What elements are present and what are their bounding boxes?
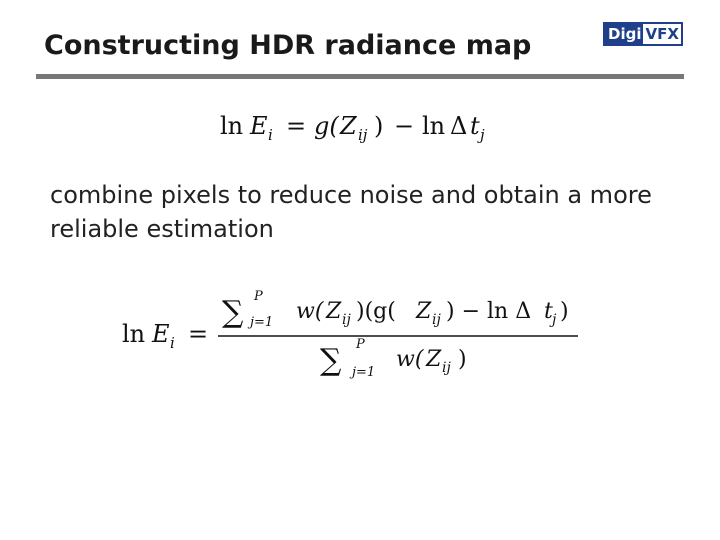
- eq1-E-sub: i: [268, 126, 273, 144]
- eq2-den-sum: ∑: [320, 343, 342, 378]
- eq1-equals: =: [286, 112, 307, 140]
- eq1-g: g(: [314, 112, 339, 140]
- eq2-den-Z-sub: ij: [442, 360, 451, 376]
- eq2-den-sum-top: P: [356, 337, 365, 352]
- equation-2: [120, 286, 590, 386]
- eq2-den-w: w(: [396, 347, 424, 372]
- eq2-num-sum: ∑: [222, 295, 244, 330]
- logo-part-vfx: VFX: [645, 25, 679, 43]
- eq1-t-sub: j: [480, 126, 485, 144]
- eq1-ln: ln: [220, 112, 244, 140]
- eq2-num-sum-bottom: j=1: [250, 315, 274, 330]
- eq2-den-Z: Z: [426, 347, 442, 372]
- eq2-num-mid: )(g(: [356, 299, 396, 324]
- eq2-equals: =: [188, 320, 209, 348]
- eq2-num-Z1-sub: ij: [342, 312, 351, 328]
- logo-part-digi: Digi: [605, 24, 643, 44]
- eq2-num-sum-top: P: [254, 289, 263, 304]
- eq2-num-t: t: [544, 299, 553, 324]
- eq2-den-sum-bottom: j=1: [352, 365, 376, 380]
- equation-1: [218, 104, 518, 144]
- digivfx-logo: [603, 22, 683, 46]
- eq1-Z-sub: ij: [358, 126, 368, 144]
- eq1-ln2: ln: [422, 112, 446, 140]
- eq2-num-t-sub: j: [552, 312, 557, 328]
- eq2-num-end: ): [560, 299, 569, 324]
- eq2-ln: ln: [122, 320, 146, 348]
- eq1-E: E: [250, 112, 268, 140]
- eq1-minus: −: [394, 112, 415, 140]
- body-text: combine pixels to reduce noise and obtain a more reliable estimation: [50, 181, 652, 243]
- slide-title: Constructing HDR radiance map: [44, 30, 532, 61]
- eq2-E-sub: i: [170, 334, 175, 352]
- eq2-num-Z2: Z: [416, 299, 432, 324]
- eq1-Z: Z: [340, 112, 357, 140]
- title-rule: [36, 74, 684, 79]
- eq1-delta: Δ: [450, 112, 468, 140]
- eq2-num-w: w(: [296, 299, 324, 324]
- eq1-close-paren: ): [374, 112, 384, 140]
- eq2-E: E: [152, 320, 170, 348]
- eq2-num-close: ) − ln Δ: [446, 299, 532, 324]
- eq2-num-Z2-sub: ij: [432, 312, 441, 328]
- eq2-den-close: ): [458, 347, 467, 372]
- eq1-t: t: [470, 112, 480, 140]
- eq2-num-Z1: Z: [326, 299, 342, 324]
